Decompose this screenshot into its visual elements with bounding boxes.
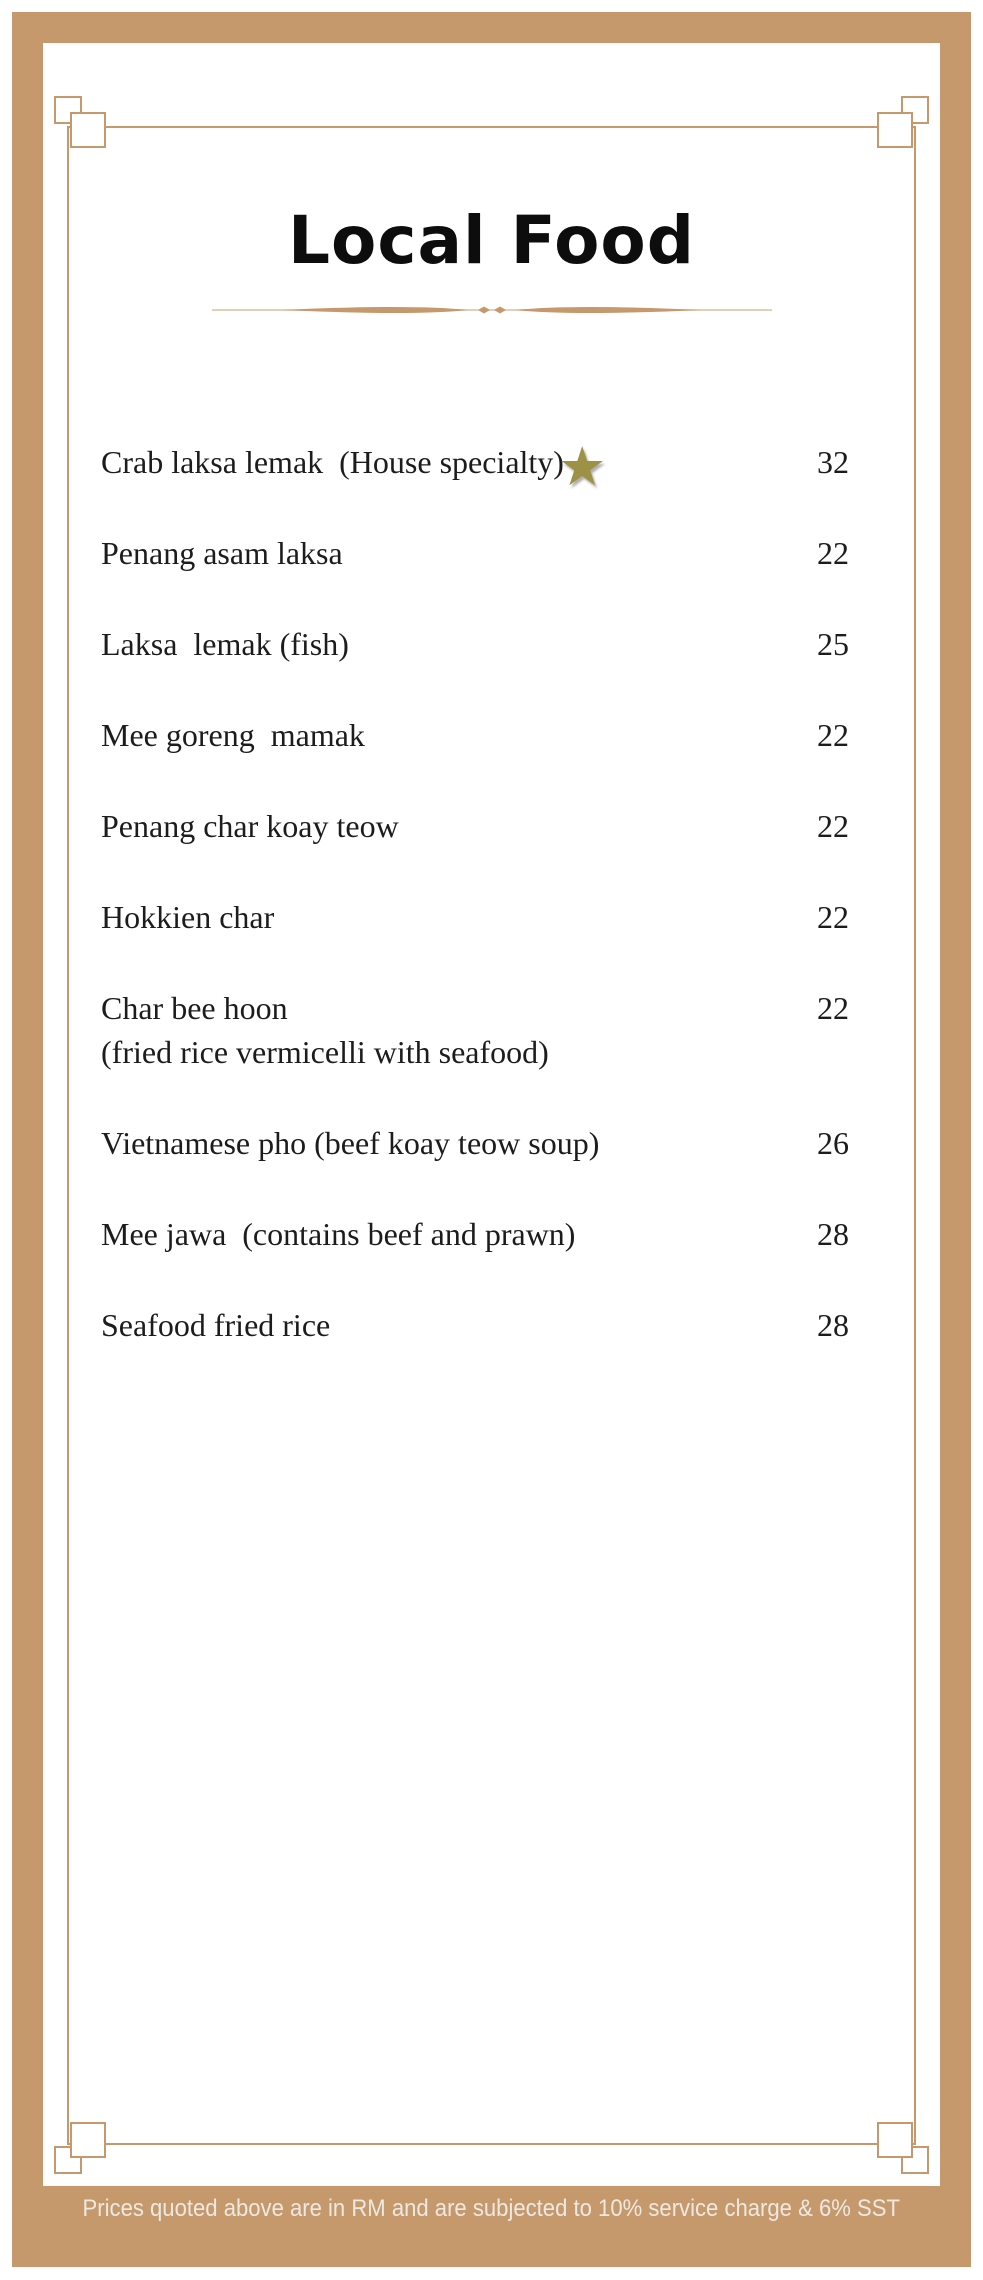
menu-item-price: 22 [817,989,849,1026]
footer-note: Prices quoted above are in RM and are subjected to 10% service charge & 6% SST [82,2195,901,2222]
menu-item-name: Penang asam laksa [101,534,343,571]
menu-item [101,895,849,939]
menu-item-price: 22 [817,716,849,753]
footer-note-bar [12,2195,971,2223]
menu-item-text [101,895,769,939]
page-title: Local Food [288,202,695,279]
menu-item-text [101,531,769,575]
menu-item [101,531,849,575]
menu-item-price: 22 [817,534,849,571]
decorative-frame [12,12,971,2267]
menu-item-name: Mee goreng mamak [101,716,365,753]
menu-item-name: Hokkien char [101,898,275,935]
menu-item [101,435,849,499]
menu-item-name: Laksa lemak (fish) [101,625,349,662]
menu-sheet [43,43,940,2186]
menu-item-text [101,622,769,666]
menu-item-name: Char bee hoon [101,989,288,1026]
menu-item-name: Vietnamese pho (beef koay teow soup) [101,1124,600,1161]
menu-item-subtext: (fried rice vermicelli with seafood) [101,1033,549,1070]
menu-item-text [101,1121,769,1165]
corner-ornament-icon [874,93,932,151]
menu-item-price: 22 [817,898,849,935]
menu-item-name: Seafood fried rice [101,1306,331,1343]
menu-item-price: 22 [817,807,849,844]
menu-list [101,435,849,1347]
menu-content [43,202,940,2280]
menu-item [101,804,849,848]
menu-item [101,713,849,757]
menu-item-price: 26 [817,1124,849,1161]
menu-item [101,622,849,666]
menu-item-text [101,986,769,1074]
menu-item-text [101,1303,769,1347]
menu-item-name: Crab laksa lemak (House specialty) [101,443,564,480]
menu-item-text [101,1212,769,1256]
title-divider-icon [212,302,772,318]
menu-item-name: Penang char koay teow [101,807,399,844]
corner-ornament-icon [51,93,109,151]
menu-item-price: 28 [817,1306,849,1343]
menu-item-price: 28 [817,1215,849,1252]
menu-item-text [101,804,769,848]
menu-item-price: 25 [817,625,849,662]
menu-item-text: Crab laksa lemak (House specialty)★ [101,435,607,499]
menu-item-text [101,713,769,757]
menu-item [101,986,849,1074]
menu-item [101,1303,849,1347]
menu-item-price: 32 [817,443,849,480]
menu-item-name: Mee jawa (contains beef and prawn) [101,1215,576,1252]
menu-item [101,1121,849,1165]
menu-item [101,1212,849,1256]
